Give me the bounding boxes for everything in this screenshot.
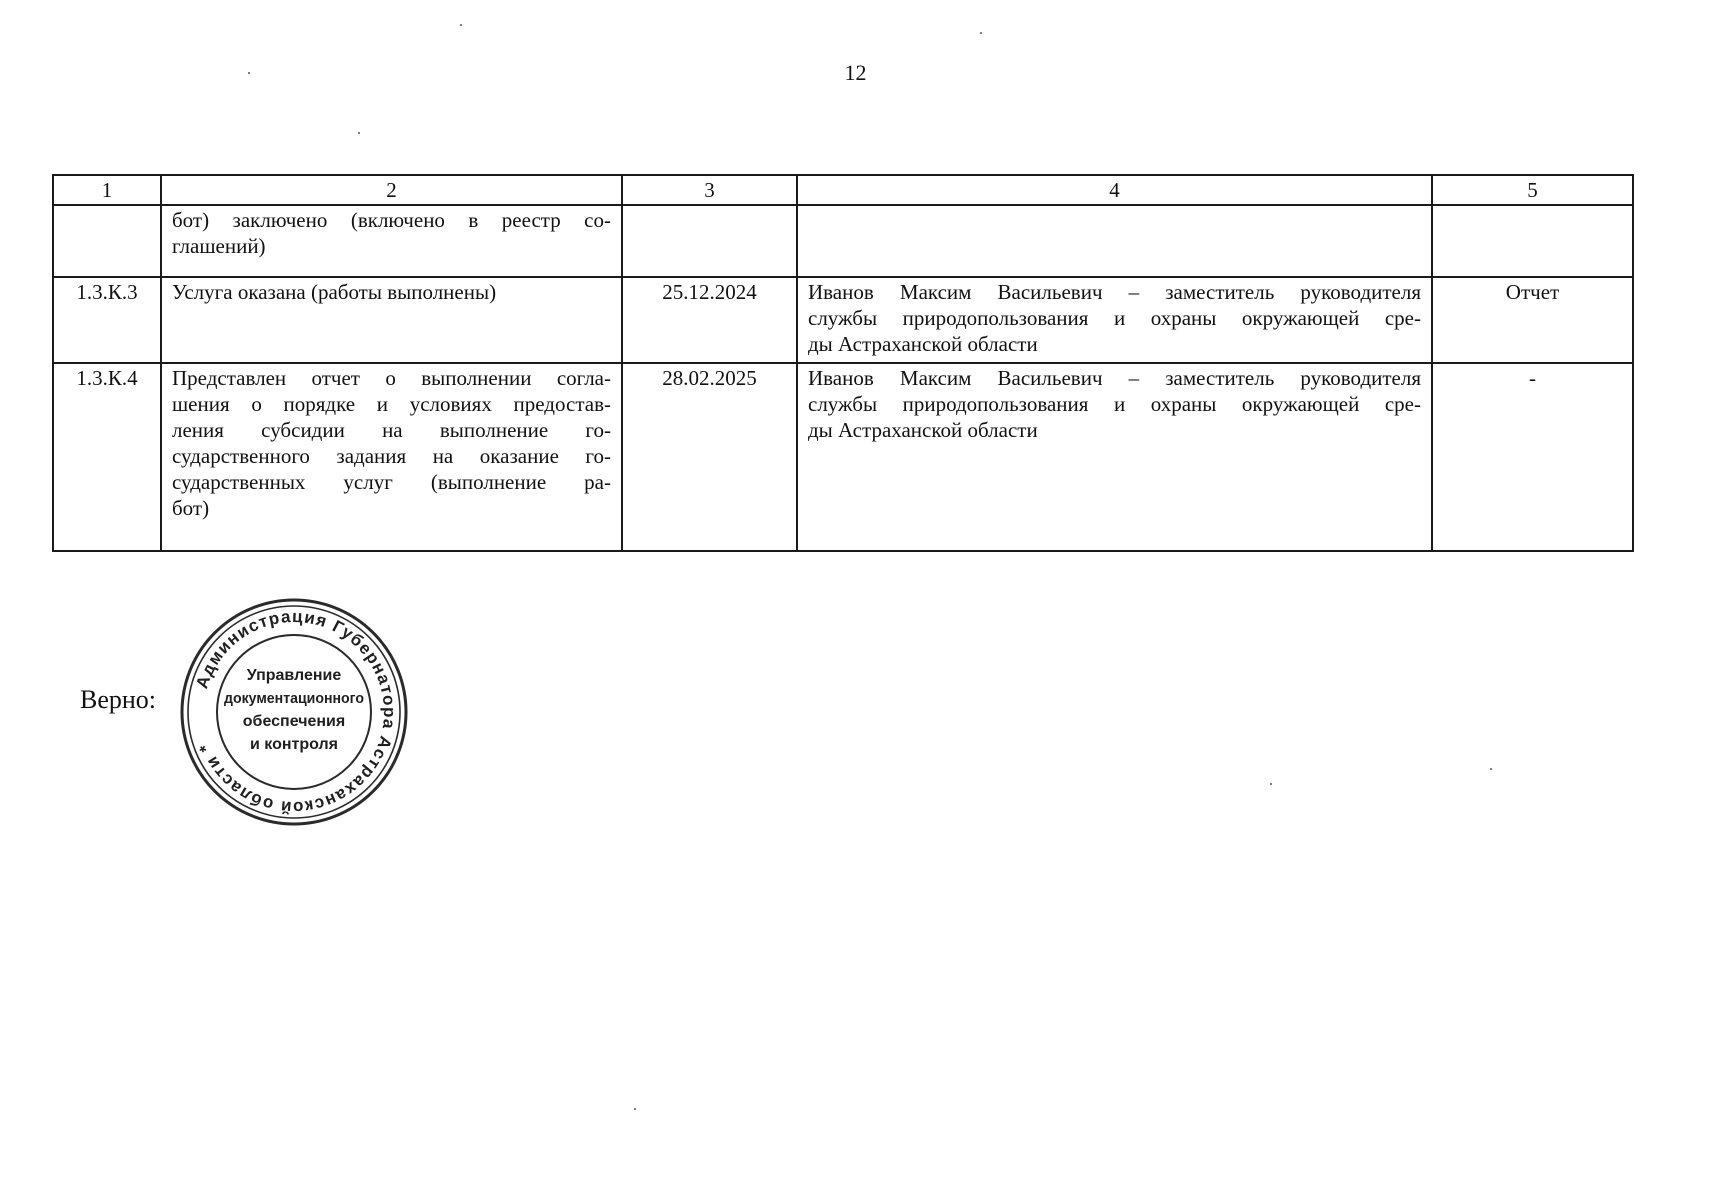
description-line: бот) заключено (включено в реестр со- xyxy=(172,208,611,232)
table-row xyxy=(53,277,1633,363)
row-date xyxy=(622,205,797,277)
row-description xyxy=(161,363,622,551)
scan-speck xyxy=(1490,768,1492,770)
row-date: 25.12.2024 xyxy=(622,277,797,363)
description-line: Услуга оказана (работы выполнены) xyxy=(172,280,497,304)
official-stamp xyxy=(178,596,410,828)
description-line: ления субсидии на выполнение го- xyxy=(172,418,611,442)
responsible-line: Иванов Максим Васильевич – заместитель руководителя xyxy=(808,366,1421,390)
stamp-inner-line: документационного xyxy=(224,690,364,707)
scan-speck xyxy=(248,72,250,74)
scan-speck xyxy=(1270,783,1272,785)
measures-table xyxy=(52,174,1634,552)
row-number: 1.3.К.3 xyxy=(53,277,161,363)
scan-speck xyxy=(980,32,982,34)
stamp-inner-line: обеспечения xyxy=(242,713,346,730)
description-line: шения о порядке и условиях предостав- xyxy=(172,392,611,416)
responsible-line: Иванов Максим Васильевич – заместитель руководителя xyxy=(808,280,1421,304)
description-line: сударственных услуг (выполнение ра- xyxy=(172,470,611,494)
row-date: 28.02.2025 xyxy=(622,363,797,551)
row-number xyxy=(53,205,161,277)
description-line: сударственного задания на оказание го- xyxy=(172,444,611,468)
responsible-line: ды Астраханской области xyxy=(808,332,1038,356)
responsible-line: службы природопользования и охраны окружающей сре- xyxy=(808,392,1421,416)
stamp-inner-line: и контроля xyxy=(250,736,338,753)
row-responsible xyxy=(797,363,1432,551)
table-header-row xyxy=(53,175,1633,205)
header-cell: 4 xyxy=(797,175,1432,205)
responsible-line: ды Астраханской области xyxy=(808,418,1038,442)
table-row xyxy=(53,205,1633,277)
row-document xyxy=(1432,205,1633,277)
stamp-seal-icon xyxy=(178,596,410,828)
scan-speck xyxy=(358,132,360,134)
row-number: 1.3.К.4 xyxy=(53,363,161,551)
row-responsible xyxy=(797,205,1432,277)
row-description xyxy=(161,277,622,363)
description-line: глашений) xyxy=(172,234,266,258)
table-row xyxy=(53,363,1633,551)
scan-speck xyxy=(634,1108,636,1110)
description-line: бот) xyxy=(172,496,210,520)
header-cell: 1 xyxy=(53,175,161,205)
row-document: - xyxy=(1432,363,1633,551)
header-cell: 5 xyxy=(1432,175,1633,205)
row-responsible xyxy=(797,277,1432,363)
row-description xyxy=(161,205,622,277)
header-cell: 2 xyxy=(161,175,622,205)
page-number: 12 xyxy=(844,60,867,85)
description-line: Представлен отчет о выполнении согла- xyxy=(172,366,611,390)
stamp-inner-line: Управление xyxy=(246,667,342,684)
verno-label: Верно: xyxy=(80,685,157,714)
row-document: Отчет xyxy=(1432,277,1633,363)
stamp-outer-text: Администрация Губернатора Астраханской области * xyxy=(192,606,400,818)
header-cell: 3 xyxy=(622,175,797,205)
responsible-line: службы природопользования и охраны окружающей сре- xyxy=(808,306,1421,330)
scan-speck xyxy=(460,24,462,26)
